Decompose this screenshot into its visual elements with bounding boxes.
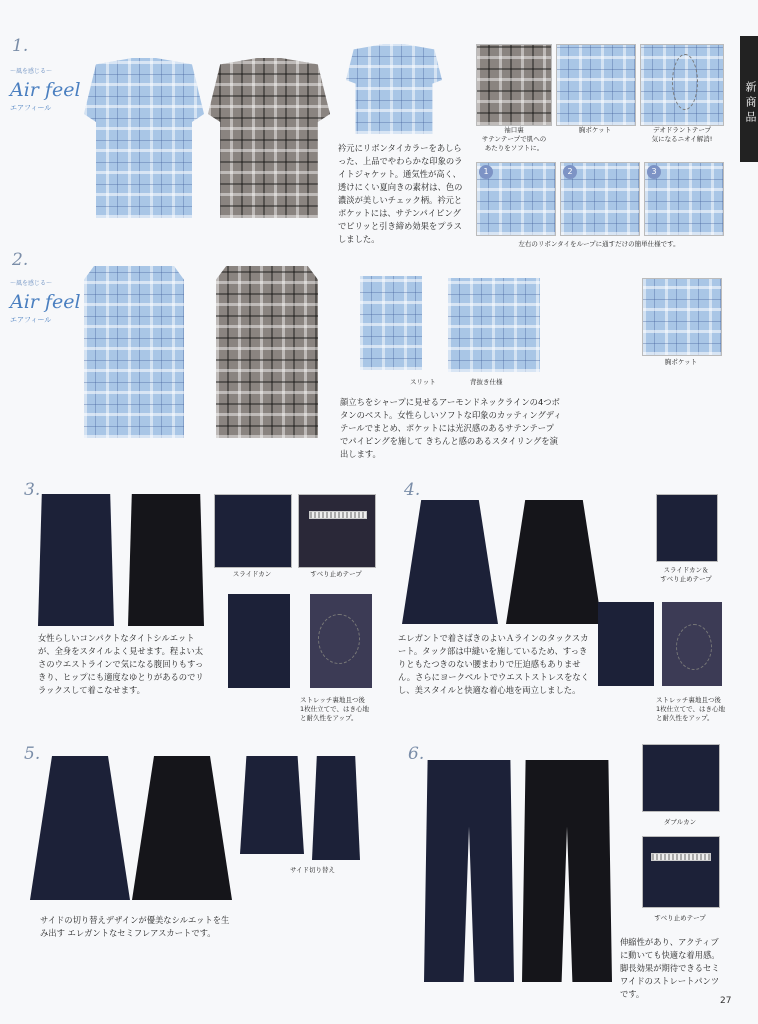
stretch-lining-caption-4: ストレッチ裏地且つ後 1枚仕立てで、はき心地 と耐久性をアップ。 bbox=[656, 696, 726, 722]
chest-pocket-caption-1: 胸ポケット bbox=[578, 126, 612, 134]
ribbon-caption: 左右のリボンタイをループに通すだけの簡単仕様です。 bbox=[518, 240, 680, 248]
jacket-blue-photo bbox=[84, 58, 204, 218]
item-1-description: 衿元にリボンタイカラーをあしらった、上品でやわらかな印象のライトジャケット。通気性が高く、透けにくい夏向きの素材は、色の濃淡が美しいチェック柄。衿元とポケットには、サテンパイピングでピリッと引き締め効果をプラスしました。 bbox=[338, 143, 463, 244]
slide-can-caption-4: スライドカン＆ すべり止めテープ bbox=[660, 566, 712, 583]
non-slip-tape-photo-6 bbox=[642, 836, 720, 908]
non-slip-caption-6: すべり止めテープ bbox=[654, 914, 706, 922]
flare-skirt-side-detail-photo bbox=[312, 756, 360, 860]
item-6-number: 6. bbox=[408, 744, 425, 764]
tight-skirt-black-photo bbox=[128, 494, 204, 626]
vest-gray-photo bbox=[216, 266, 318, 438]
brand-tagline: 〜風を感じる〜 bbox=[10, 68, 53, 75]
slit-caption: スリット bbox=[410, 378, 436, 386]
brand-tagline-2: 〜風を感じる〜 bbox=[10, 280, 53, 287]
item-4-number: 4. bbox=[404, 480, 421, 500]
item-4-description: エレガントで着さばきのよいＡラインのタックスカート。タック部は中縫いを施しているため、すっきりともたつきのない腰まわりで圧迫感もありません。さらにヨークベルトでウエストストレスをなくし、美スタイルと快適な着心地を両立しました。 bbox=[398, 633, 589, 695]
slide-can-photo-4 bbox=[656, 494, 718, 562]
vest-blue-photo bbox=[84, 266, 184, 438]
jacket-back-photo bbox=[346, 44, 442, 134]
a-line-skirt-black-photo bbox=[506, 500, 602, 624]
step-1-badge: 1 bbox=[479, 165, 493, 179]
item-3-number: 3. bbox=[24, 480, 41, 500]
brand-name-2: Air feel bbox=[10, 291, 81, 313]
cuff-caption: 袖口裏 サテンテープで肌への あたりをソフトに。 bbox=[481, 126, 547, 152]
back-adjust-caption: 背抜き仕様 bbox=[470, 378, 503, 386]
lining-highlight-4 bbox=[676, 624, 712, 670]
non-slip-tape-photo-3 bbox=[298, 494, 376, 568]
chest-pocket-caption-2: 胸ポケット bbox=[664, 358, 698, 366]
chest-pocket-photo-2 bbox=[642, 278, 722, 356]
page-number: 27 bbox=[720, 996, 732, 1006]
item-2-number: 2. bbox=[12, 250, 29, 270]
airfeel-logo-1 bbox=[10, 58, 81, 117]
lining-highlight-3 bbox=[318, 614, 360, 664]
non-slip-caption-3: すべり止めテープ bbox=[310, 570, 362, 578]
vest-inside-photo bbox=[448, 278, 540, 372]
deodorant-caption: デオドラントテープ 気になるニオイ解消! bbox=[651, 126, 713, 143]
a-line-skirt-back-photo bbox=[598, 602, 654, 686]
tight-skirt-back-photo bbox=[228, 594, 290, 688]
a-line-skirt-navy-photo bbox=[402, 500, 498, 624]
step-3-badge: 3 bbox=[647, 165, 661, 179]
item-2-description: 顔立ちをシャープに見せるアーモンドネックラインの4つボタンのベスト。女性らしいソフトな印象のカッティングディテールでまとめ、ポケットには光沢感のあるサテンテープでパイピングを施して きちんと感のあるスタイリングを演出します。 bbox=[340, 397, 562, 459]
deodorant-highlight bbox=[672, 54, 698, 110]
item-1-number: 1. bbox=[12, 36, 29, 56]
flare-skirt-navy-photo bbox=[30, 756, 130, 900]
item-3-description: 女性らしいコンパクトなタイトシルエットが、全身をスタイルよく見せます。程よい太さのウエストラインで気になる腹回りもすっきり、ヒップにも適度なゆとりがあるのでリラックスして着こなせます。 bbox=[38, 633, 204, 695]
item-5-number: 5. bbox=[24, 744, 41, 764]
flare-skirt-black-photo bbox=[132, 756, 232, 900]
tight-skirt-navy-photo bbox=[38, 494, 114, 626]
straight-pants-black-photo bbox=[522, 760, 612, 982]
airfeel-logo-2 bbox=[10, 270, 81, 329]
item-5-description: サイドの切り替えデザインが優美なシルエットを生み出す エレガントなセミフレアスカートです。 bbox=[40, 915, 230, 938]
double-can-photo bbox=[642, 744, 720, 812]
brand-name: Air feel bbox=[10, 79, 81, 101]
chest-pocket-photo-1 bbox=[556, 44, 636, 126]
slide-can-caption-3: スライドカン bbox=[232, 570, 272, 578]
side-switch-caption: サイド切り替え bbox=[290, 866, 336, 874]
straight-pants-navy-photo bbox=[424, 760, 514, 982]
new-product-tab: 新商品 bbox=[740, 36, 758, 162]
vest-back-photo bbox=[360, 276, 422, 370]
stretch-lining-caption-3: ストレッチ裏地且つ後 1枚仕立てで、はき心地 と耐久性をアップ。 bbox=[300, 696, 370, 722]
brand-kana-2: エアフィール bbox=[10, 316, 52, 324]
item-6-description: 伸縮性があり、アクティブに動いても快適な着用感。脚長効果が期待できるセミワイドのストレートパンツです。 bbox=[620, 937, 720, 999]
double-can-caption: ダブルカン bbox=[663, 818, 697, 826]
jacket-gray-photo bbox=[208, 58, 330, 218]
cuff-detail-photo bbox=[476, 44, 552, 126]
step-2-badge: 2 bbox=[563, 165, 577, 179]
brand-kana: エアフィール bbox=[10, 104, 52, 112]
flare-skirt-side-photo bbox=[240, 756, 304, 854]
slide-can-photo-3 bbox=[214, 494, 292, 568]
